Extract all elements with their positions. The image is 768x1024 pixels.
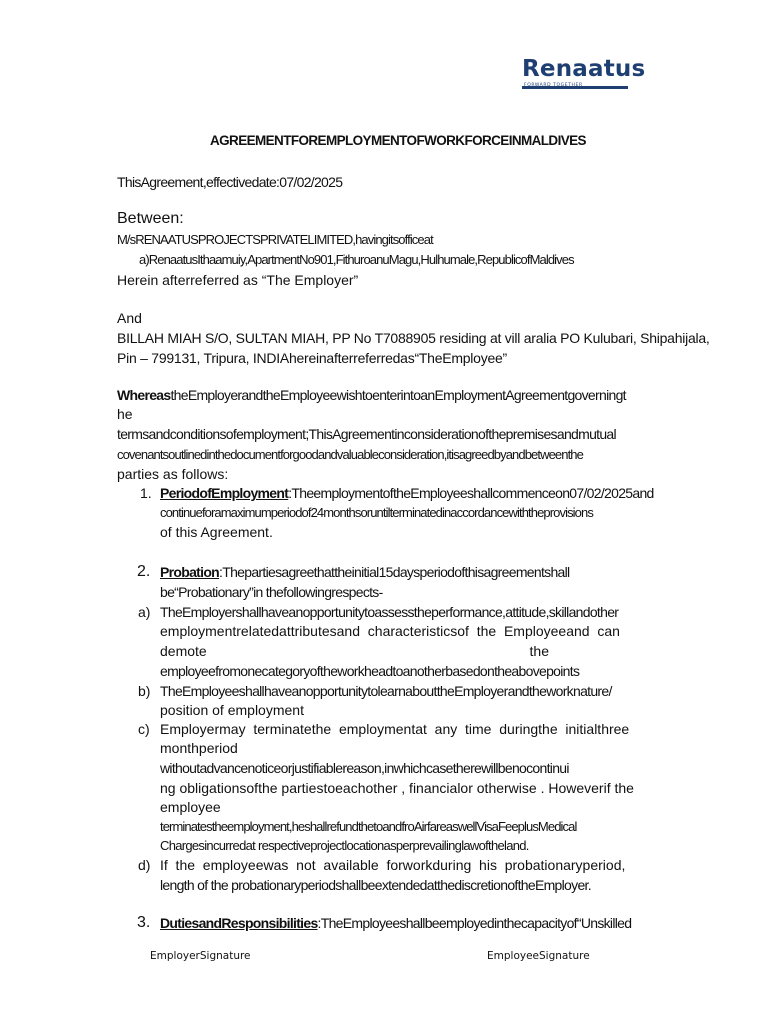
effective-date-line: ThisAgreement,effectivedate:07/02/2025	[117, 174, 343, 190]
clause2-d-label: d)	[138, 857, 151, 873]
clause1-number: 1.	[140, 485, 152, 501]
clause3-text: :TheEmployeeshallbeemployedinthecapacityof“Unskilled	[317, 915, 632, 931]
clause2-line2: be“Probationary”in thefollowingrespects-	[160, 584, 383, 600]
company-logo: Renaatus	[522, 56, 646, 82]
clause2-c-line7: Chargesincurredat respectiveprojectlocationasperprevailinglawoftheland.	[160, 838, 529, 853]
clause3-heading: DutiesandResponsibilities	[160, 915, 318, 931]
clause2-a-line1: TheEmployershallhaveanopportunitytoassesstheperformance,attitude,skillandother	[160, 604, 619, 620]
clause2-c-line1: Employermay terminatethe employmentat any time duringthe initialthree	[160, 721, 630, 737]
clause2-b-line2: position of employment	[160, 702, 304, 718]
whereas-text: theEmployerandtheEmployeewishtoenterintoanEmploymentAgreementgoverningt	[170, 387, 626, 403]
clause1-line1	[160, 485, 654, 501]
employer-name: M/sRENAATUSPROJECTSPRIVATELIMITED,havingitsofficeat	[117, 232, 433, 247]
employee-signature-label: EmployeeSignature	[487, 950, 590, 962]
employer-address: a)RenaatusIthaamuiy,ApartmentNo901,FithuroanuMagu,Hulhumale,RepublicofMaldives	[139, 252, 574, 267]
clause2-c-label: c)	[138, 721, 150, 737]
whereas-line5: parties as follows:	[117, 466, 229, 482]
clause1-text: :TheemploymentoftheEmployeeshallcommenceon07/02/2025and	[288, 485, 654, 501]
clause2-number: 2.	[137, 563, 151, 580]
clause2-b-line1: TheEmployeeshallhaveanopportunitytolearnabouttheEmployerandtheworknature/	[160, 683, 612, 699]
whereas-line2: he	[117, 406, 133, 422]
clause2-heading: Probation	[160, 564, 220, 580]
document-title: AGREEMENTFOREMPLOYMENTOFWORKFORCEINMALDIVES	[210, 133, 586, 148]
clause2-a-line3: demote the	[160, 643, 549, 659]
employee-details-line2: Pin – 799131, Tripura, INDIAhereinafterreferredas“TheEmployee”	[117, 350, 507, 366]
clause2-c-line5: employee	[160, 799, 221, 815]
clause2-d-line2: length of the probationaryperiodshallbeextendedatthediscretionoftheEmployer.	[160, 877, 591, 893]
whereas-line4: covenantsoutlinedinthedocumentforgoodandvaluableconsideration,itisagreedbyandbetweenthe	[117, 447, 583, 462]
clause2-a-line2: employmentrelatedattributesand characteristicsof the Employeeand can	[160, 623, 620, 639]
whereas-bold: Whereas	[117, 387, 171, 403]
clause1-line2: continueforamaximumperiodof24monthsoruntilterminatedinaccordancewiththeprovisions	[160, 505, 593, 520]
employer-signature-label: EmployerSignature	[150, 950, 251, 962]
clause2-a-line4: employeefromonecategoryoftheworkheadtoanotherbasedontheabovepoints	[160, 663, 580, 679]
clause3-number: 3.	[137, 914, 151, 931]
employee-details-line1: BILLAH MIAH S/O, SULTAN MIAH, PP No T7088905 residing at vill aralia PO Kulubari, Shipahijala,	[117, 330, 710, 346]
whereas-line1	[117, 387, 626, 403]
clause2-d-line1: If the employeewas not available forworkduring his probationaryperiod,	[160, 857, 626, 873]
clause2-c-line6: terminatestheemployment,heshallrefundthetoandfroAirfareaswellVisaFeeplusMedical	[160, 819, 577, 834]
clause1-line3: of this Agreement.	[160, 524, 273, 540]
clause2-b-label: b)	[138, 683, 151, 699]
clause2-text: :Thepartiesagreethattheinitial15daysperiodofthisagreementshall	[219, 564, 570, 580]
whereas-line3: termsandconditionsofemployment;ThisAgreementinconsiderationofthepremisesandmutual	[117, 426, 616, 442]
logo-underline	[522, 86, 628, 89]
clause2-a-label: a)	[138, 604, 151, 620]
clause2-c-line3: withoutadvancenoticeorjustifiablereason,inwhichcasetherewillbenocontinui	[160, 760, 569, 776]
clause1-heading: PeriodofEmployment	[160, 485, 289, 501]
clause3-line1	[160, 915, 631, 931]
employer-reference: Herein afterreferred as “The Employer”	[117, 272, 359, 288]
and-heading: And	[117, 310, 142, 326]
clause2-line1	[160, 564, 569, 580]
clause2-c-line2: monthperiod	[160, 740, 238, 756]
between-heading: Between:	[117, 210, 184, 227]
clause2-c-line4: ng obligationsofthe partiestoeachother , financialor otherwise . Howeverif the	[160, 780, 634, 796]
